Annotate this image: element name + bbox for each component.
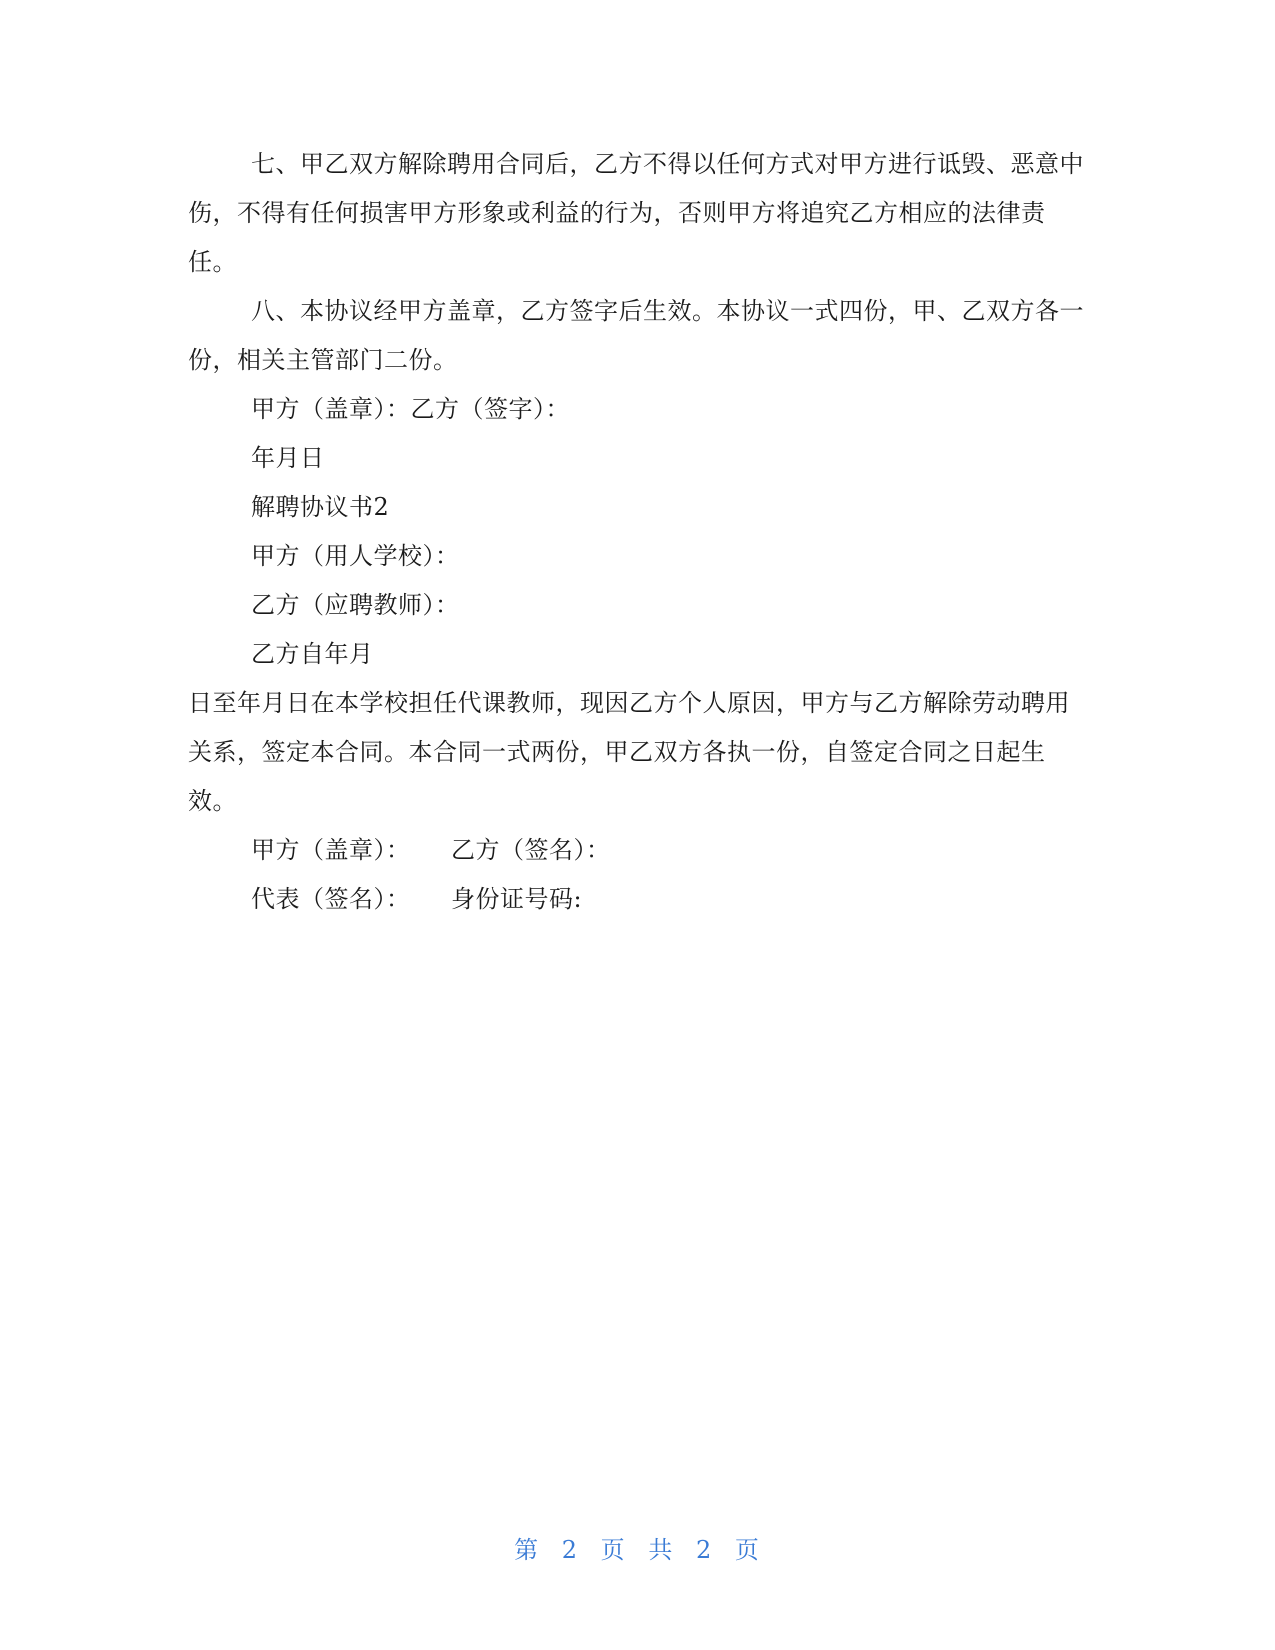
signature-party-a: 甲方（盖章）： bbox=[251, 836, 411, 864]
document-body bbox=[188, 140, 1088, 924]
signature-line-1: 甲方（盖章）：乙方（签字）： bbox=[251, 395, 570, 423]
footer-prefix: 第 bbox=[514, 1536, 541, 1564]
signature-party-b: 乙方（签名）： bbox=[451, 836, 611, 864]
paragraph-clause-8: 八、本协议经甲方盖章，乙方签字后生效。本协议一式四份，甲、乙双方各一份，相关主管部门二份。 bbox=[188, 297, 1084, 374]
term-body-paragraph: 日至年月日在本学校担任代课教师，现因乙方个人原因，甲方与乙方解除劳动聘用关系，签定本合同。本合同一式两份，甲乙双方各执一份，自签定合同之日起生效。 bbox=[188, 689, 1070, 815]
footer-page-word: 页 bbox=[600, 1536, 627, 1564]
party-b-line: 乙方（应聘教师）： bbox=[251, 591, 460, 619]
footer-suffix: 页 bbox=[734, 1536, 761, 1564]
footer-total-word: 共 bbox=[648, 1536, 675, 1564]
paragraph-clause-7: 七、甲乙双方解除聘用合同后，乙方不得以任何方式对甲方进行诋毁、恶意中伤，不得有任何损害甲方形象或利益的行为，否则甲方将追究乙方相应的法律责任。 bbox=[188, 150, 1084, 276]
footer-total-pages: 2 bbox=[695, 1536, 714, 1564]
agreement-title-2: 解聘协议书2 bbox=[251, 493, 390, 521]
date-line: 年月日 bbox=[251, 444, 325, 472]
page-footer bbox=[0, 1530, 1275, 1565]
signature-id-number: 身份证号码: bbox=[451, 885, 583, 913]
footer-current-page: 2 bbox=[561, 1536, 580, 1564]
party-a-line: 甲方（用人学校）： bbox=[251, 542, 460, 570]
signature-representative: 代表（签名）： bbox=[251, 885, 411, 913]
signature-row-1 bbox=[188, 826, 1088, 875]
term-start-line: 乙方自年月 bbox=[251, 640, 374, 668]
signature-row-2 bbox=[188, 875, 1088, 924]
